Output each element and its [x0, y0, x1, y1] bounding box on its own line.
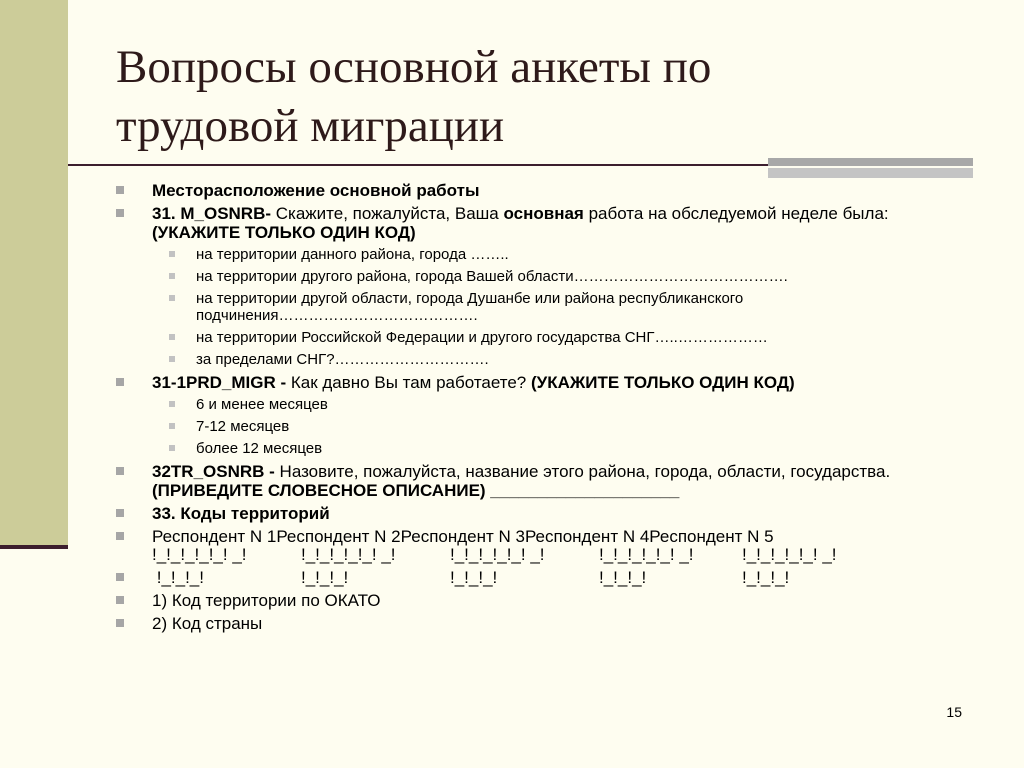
- code-boxes-row-1: !_!_!_!_!_! _! !_!_!_!_!_! _! !_!_!_!_!_! _! !_!_!_!_!_! _! !_!_!_!_!_! _!: [152, 545, 837, 564]
- bullet-question-32: 32TR_OSNRB - Назовите, пожалуйста, название этого района, города, области, государства. (ПРИВЕДИТЕ СЛОВЕСНОЕ ОПИСАНИЕ) ____________________: [112, 462, 972, 500]
- left-decor-line: [0, 545, 68, 549]
- bullet-question-31: 31. M_OSNRB- Скажите, пожалуйста, Ваша основная работа на обследуемой неделе была: (УКАЖИТЕ ТОЛЬКО ОДИН КОД): [112, 204, 972, 242]
- bullet-okato-code: 1) Код территории по ОКАТО: [112, 591, 972, 610]
- bullet-list: [112, 181, 972, 633]
- bullet-respondents: Респондент N 1Респондент N 2Респондент N 3Респондент N 4Респондент N 5: [112, 527, 972, 546]
- title-divider: [68, 164, 848, 166]
- option-item: на территории другого района, города Вашей области…………………………………….: [112, 268, 972, 285]
- bullet-territory-codes-heading: 33. Коды территорий: [112, 504, 972, 523]
- option-item: на территории данного района, города ……..: [112, 246, 972, 263]
- option-item: 6 и менее месяцев: [112, 396, 972, 413]
- option-item: на территории Российской Федерации и другого государства СНГ…..………………: [112, 329, 972, 346]
- option-item: 7-12 месяцев: [112, 418, 972, 435]
- option-item: более 12 месяцев: [112, 440, 972, 457]
- page-number: 15: [946, 704, 962, 720]
- slide-title: Вопросы основной анкеты по трудовой миграции: [116, 41, 712, 152]
- slide-content: [112, 181, 972, 637]
- option-item: на территории другой области, города Душанбе или района республиканского подчинения………………………………….: [112, 290, 972, 324]
- title-decor-bar-top: [768, 158, 973, 166]
- bullet-code-boxes-row-2: !_!_!_! !_!_!_! !_!_!_! !_!_!_! !_!_!_!: [112, 568, 972, 587]
- title-decor-bar-bottom: [768, 168, 973, 178]
- left-decor-bar: [0, 0, 68, 548]
- option-item: за пределами СНГ?………………………….: [112, 351, 972, 368]
- bullet-country-code: 2) Код страны: [112, 614, 972, 633]
- bullet-location-heading: Месторасположение основной работы: [112, 181, 972, 200]
- bullet-question-31-1: 31-1PRD_MIGR - Как давно Вы там работаете? (УКАЖИТЕ ТОЛЬКО ОДИН КОД): [112, 373, 972, 392]
